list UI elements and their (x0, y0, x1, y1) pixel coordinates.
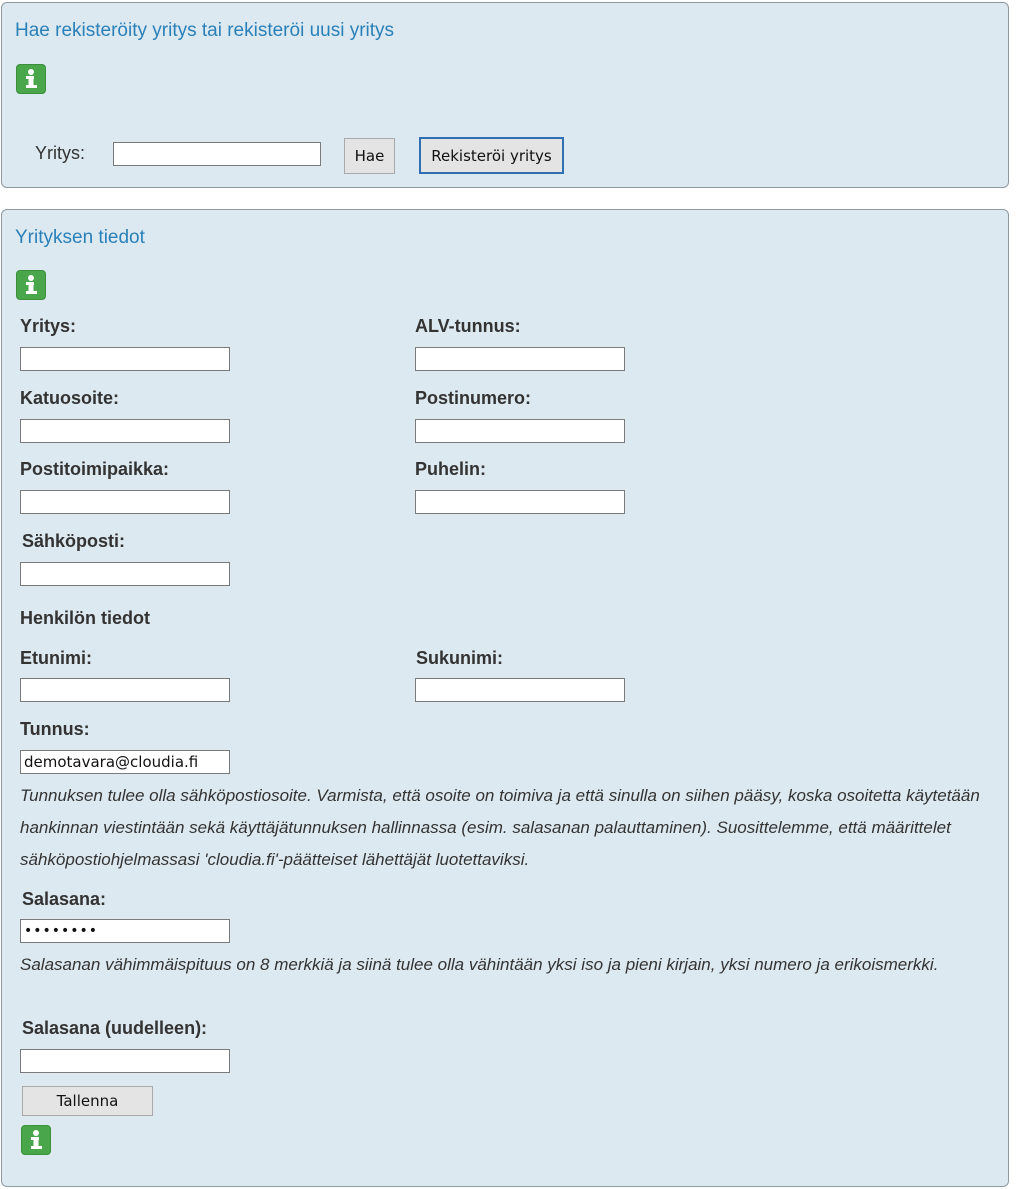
search-button[interactable]: Hae (344, 138, 395, 174)
first-name-input[interactable] (20, 678, 230, 702)
info-icon[interactable] (21, 1125, 51, 1155)
info-icon[interactable] (16, 270, 46, 300)
phone-input[interactable] (415, 490, 625, 514)
username-input[interactable] (20, 750, 230, 774)
register-company-button[interactable]: Rekisteröi yritys (419, 137, 564, 174)
street-address-label: Katuosoite: (20, 388, 119, 408)
company-search-label: Yritys: (35, 143, 86, 163)
last-name-input[interactable] (415, 678, 625, 702)
postal-code-input[interactable] (415, 419, 625, 443)
person-section-title: Henkilön tiedot (20, 608, 150, 628)
vat-id-input[interactable] (415, 347, 625, 371)
save-button[interactable]: Tallenna (22, 1086, 153, 1116)
password-input[interactable] (20, 919, 230, 943)
first-name-label: Etunimi: (20, 648, 92, 668)
search-panel (1, 2, 1009, 188)
search-panel-title: Hae rekisteröity yritys tai rekisteröi uusi yritys (15, 20, 395, 41)
postal-code-label: Postinumero: (415, 388, 532, 408)
city-label: Postitoimipaikka: (20, 459, 170, 479)
city-input[interactable] (20, 490, 230, 514)
password-label: Salasana: (22, 889, 107, 909)
password-confirm-input[interactable] (20, 1049, 230, 1073)
company-name-label: Yritys: (20, 316, 77, 336)
email-label: Sähköposti: (22, 531, 126, 551)
password-confirm-label: Salasana (uudelleen): (22, 1018, 208, 1038)
vat-id-label: ALV-tunnus: (415, 316, 521, 336)
company-details-title: Yrityksen tiedot (15, 227, 145, 248)
email-input[interactable] (20, 562, 230, 586)
phone-label: Puhelin: (415, 459, 486, 479)
password-help-text: Salasanan vähimmäispituus on 8 merkkiä ja siinä tulee olla vähintään yksi iso ja pieni kirjain, yksi numero ja erikoismerkki. (20, 955, 939, 974)
last-name-label: Sukunimi: (416, 648, 504, 668)
username-help-text: Tunnuksen tulee olla sähköpostiosoite. Varmista, että osoite on toimiva ja että sinulla on siihen pääsy, koska osoitetta käytetään hankinnan viestintään sekä käyttäjätunnuksen hallinnassa (esim. salasanan palauttaminen). Suosittelemme, että määrittelet sähköpostiohjelmassasi 'cloudia.fi'-päätteiset lähettäjät luotettaviksi. (20, 786, 980, 869)
company-search-input[interactable] (113, 142, 321, 166)
street-address-input[interactable] (20, 419, 230, 443)
company-name-input[interactable] (20, 347, 230, 371)
info-icon[interactable] (16, 64, 46, 94)
username-label: Tunnus: (20, 719, 90, 739)
